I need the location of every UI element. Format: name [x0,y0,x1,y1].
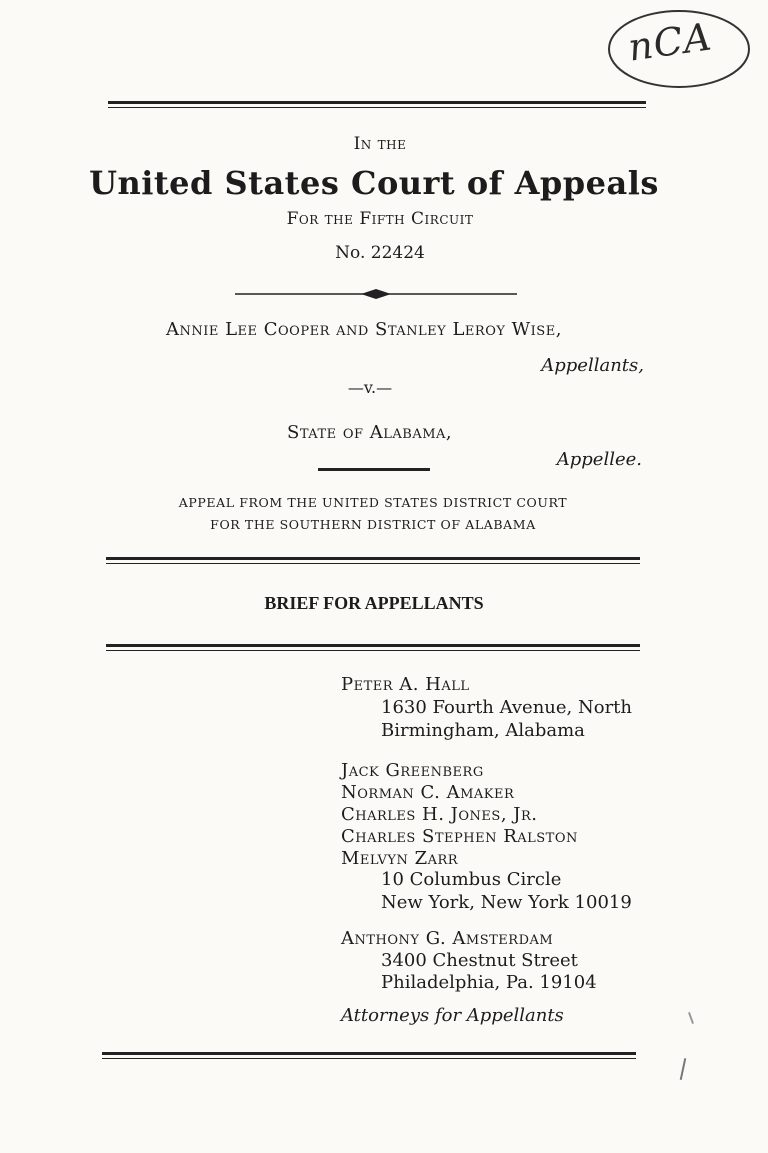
in-the-label: In the [353,134,407,154]
appellee-name: State of Alabama, [287,422,453,443]
attorneys-role: Attorneys for Appellants [341,1005,564,1026]
case-number: No. 22424 [335,243,425,263]
middle-rule-1 [106,557,640,564]
bottom-rule [102,1052,636,1059]
diamond-divider-icon [235,287,517,301]
versus-label: —v.— [347,378,393,397]
margin-mark [680,1058,686,1080]
top-rule [108,101,646,108]
attorney-name: Jack Greenberg [341,760,484,781]
attorney-name: Norman C. Amaker [341,782,515,803]
attorney-amsterdam-address-1: 3400 Chestnut Street [381,950,578,971]
handwritten-initials-stamp [606,6,752,92]
appellants-names: Annie Lee Cooper and Stanley Leroy Wise, [166,319,562,340]
attorney-hall-address-2: Birmingham, Alabama [381,720,585,741]
short-rule [318,468,430,471]
court-name: United States Court of Appeals [89,164,659,202]
margin-mark [688,1012,694,1024]
appellants-role: Appellants, [541,355,644,376]
attorney-amsterdam-address-2: Philadelphia, Pa. 19104 [381,972,597,993]
appeal-line-2: FOR THE SOUTHERN DISTRICT OF ALABAMA [210,517,536,532]
attorney-amsterdam-name: Anthony G. Amsterdam [341,928,554,949]
ornament-divider [235,286,517,300]
attorney-group-address-2: New York, New York 10019 [381,892,632,913]
attorney-name: Melvyn Zarr [341,848,459,869]
appeal-line-1: APPEAL FROM THE UNITED STATES DISTRICT COURT [178,495,568,510]
middle-rule-2 [106,644,640,651]
handwritten-initials: nCA [625,14,715,70]
circuit-label: For the Fifth Circuit [286,209,474,229]
attorney-group-address-1: 10 Columbus Circle [381,869,562,890]
appellee-role: Appellee. [556,449,642,470]
attorney-hall-name: Peter A. Hall [341,674,470,695]
attorney-name: Charles Stephen Ralston [341,826,578,847]
brief-title: BRIEF FOR APPELLANTS [264,593,484,613]
attorney-name: Charles H. Jones, Jr. [341,804,538,825]
attorney-hall-address-1: 1630 Fourth Avenue, North [381,697,633,718]
